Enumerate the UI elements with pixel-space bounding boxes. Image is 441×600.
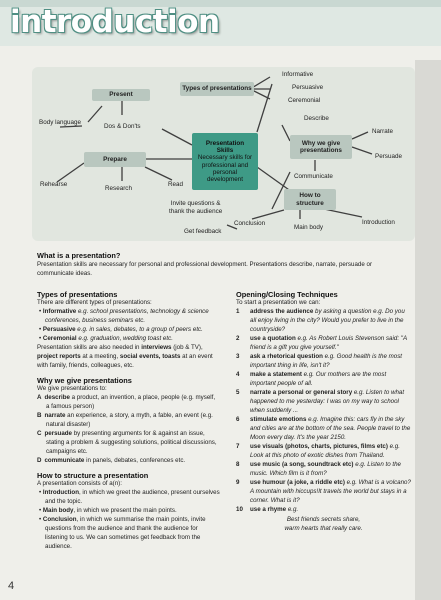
why-item-letter: B bbox=[37, 411, 42, 419]
node-why-we-give-presentations bbox=[290, 135, 352, 159]
heading-why-we-give-presentations: Why we give presentations bbox=[37, 375, 132, 385]
how-list-item bbox=[37, 507, 220, 516]
text-what-is-a-presentation: Presentation skills are necessary for personal and professional development. Presentations describe, narrate, persuade or communicate ideas. bbox=[37, 261, 372, 277]
label-rehearse: Rehearse bbox=[40, 181, 68, 188]
label-persuade: Persuade bbox=[375, 153, 402, 160]
invite-line-1: Invite questions & bbox=[170, 200, 221, 207]
technique-name: stimulate emotions bbox=[250, 415, 307, 423]
rhyme bbox=[236, 516, 411, 534]
technique-item bbox=[236, 443, 411, 461]
why-line-2: presentations bbox=[300, 147, 342, 154]
technique-number: 9 bbox=[236, 478, 240, 486]
heading-types-of-presentations: Types of presentations bbox=[37, 290, 118, 299]
why-item-text: in panels, debates, conferences etc. bbox=[84, 456, 186, 464]
label-introduction: Introduction bbox=[362, 219, 395, 226]
heading-opening-closing-techniques: Opening/Closing Techniques bbox=[236, 290, 338, 299]
bullet-icon: • bbox=[39, 506, 43, 514]
label-main-body: Main body bbox=[294, 224, 324, 231]
types-item-examples: e.g. school presentations, technology & science conferences, business seminars etc. bbox=[45, 307, 209, 324]
rhyme-line-2: warm hearts that really care. bbox=[284, 524, 363, 532]
technique-number: 5 bbox=[236, 388, 240, 396]
technique-number: 6 bbox=[236, 415, 240, 423]
technique-example: e.g. Listen to the music. Which film is it from? bbox=[250, 460, 401, 477]
types-outro-part: (job & TV), bbox=[171, 343, 203, 351]
why-item-letter: A bbox=[37, 393, 42, 401]
label-persuasive: Persuasive bbox=[292, 84, 324, 91]
center-line-6: development bbox=[206, 175, 244, 183]
types-item-name: Persuasive bbox=[42, 325, 76, 333]
technique-example: e.g. Listen to what happened to me yesterday: I was on my way to school when suddenly ... bbox=[250, 388, 405, 414]
technique-item bbox=[236, 308, 411, 335]
label-informative: Informative bbox=[282, 71, 314, 78]
technique-name: narrate a personal or general story bbox=[250, 388, 353, 396]
types-list-item bbox=[37, 308, 220, 326]
why-item-text: a product, an invention, a place, people (e.g. myself, a famous person) bbox=[46, 393, 216, 410]
page-title: introduction bbox=[10, 4, 220, 40]
center-line-4: professional and bbox=[201, 161, 249, 169]
technique-number: 2 bbox=[236, 334, 240, 342]
types-outro-part: Presentation skills are also needed in bbox=[37, 343, 142, 351]
node-how-to-structure bbox=[284, 189, 336, 210]
types-intro: There are different types of presentations: bbox=[37, 299, 152, 306]
heading-how-to-structure: How to structure a presentation bbox=[37, 470, 149, 480]
technique-example: e.g. What is a volcano? A mountain with hiccups!It travels the world but stays in a corner. What is it? bbox=[250, 478, 411, 504]
technique-number: 7 bbox=[236, 442, 240, 450]
technique-example: e.g. Good health is the most important thing in life, isn't it? bbox=[250, 352, 403, 369]
types-outro-bold: social events, toasts bbox=[119, 352, 181, 360]
types-item-examples: e.g. graduation, wedding toast etc. bbox=[76, 334, 173, 342]
why-list bbox=[37, 394, 220, 466]
how-item-text: , in which we present the main points. bbox=[73, 506, 177, 514]
types-item-name: Ceremonial bbox=[42, 334, 77, 342]
types-outro-part: at an event with family, friends, colleagues, etc. bbox=[37, 352, 213, 369]
technique-example: by asking a question e.g. Do you all enjoy living in the city? Would you prefer to live in the countryside? bbox=[250, 307, 405, 333]
technique-number: 8 bbox=[236, 460, 240, 468]
bullet-icon: • bbox=[39, 334, 43, 342]
center-line-5: personal bbox=[212, 168, 238, 176]
how-list-item bbox=[37, 516, 220, 552]
structure-line-1: How to bbox=[299, 192, 321, 200]
label-research: Research bbox=[105, 185, 132, 192]
why-list-item bbox=[37, 412, 220, 430]
node-present: Present bbox=[92, 89, 150, 101]
technique-name: use music (a song, soundtrack etc) bbox=[250, 460, 354, 468]
technique-number: 1 bbox=[236, 307, 240, 315]
mind-map-diagram bbox=[32, 67, 415, 241]
heading-what-is-a-presentation: What is a presentation? bbox=[37, 251, 121, 260]
why-list-item bbox=[37, 394, 220, 412]
how-list bbox=[37, 489, 220, 552]
how-item-text: , in which we summarise the main points, invite questions from the audience and thank the audience for listening to us. We can sometimes get feedback from the audience. bbox=[45, 515, 206, 550]
bullet-icon: • bbox=[39, 307, 43, 315]
why-item-letter: D bbox=[37, 456, 42, 464]
types-outro-part: at a meeting, bbox=[80, 352, 120, 360]
technique-example: e.g. Our mothers are the most important people of all. bbox=[250, 370, 387, 387]
technique-item bbox=[236, 461, 411, 479]
rhyme-line-1: Best friends secrets share, bbox=[286, 515, 361, 523]
why-item-verb: narrate bbox=[44, 411, 66, 419]
node-types-of-presentations: Types of presentations bbox=[180, 82, 254, 96]
technique-example: e.g. Imagine this: cars fly in the sky and cities are at the bottom of the sea. People travel to the Moon every day. It's the year 2150. bbox=[250, 415, 411, 441]
technique-example: e.g. bbox=[286, 505, 299, 513]
technique-number: 4 bbox=[236, 370, 240, 378]
why-item-text: by presenting arguments for & against an issue, stating a problem & suggesting solutions, political discussions, campaigns etc. bbox=[46, 429, 217, 455]
techniques-list bbox=[236, 308, 411, 515]
how-item-part: Introduction bbox=[42, 488, 79, 496]
technique-name: use a quotation bbox=[250, 334, 296, 342]
label-narrate: Narrate bbox=[372, 128, 393, 135]
technique-example: e.g. As Robert Louis Stevenson said: "A friend is a gift you give yourself." bbox=[250, 334, 407, 351]
types-list bbox=[37, 308, 220, 344]
structure-line-2: structure bbox=[296, 199, 324, 207]
why-item-verb: communicate bbox=[44, 456, 85, 464]
technique-number: 10 bbox=[236, 505, 243, 513]
page-number: 4 bbox=[8, 580, 15, 592]
technique-item bbox=[236, 371, 411, 389]
node-prepare: Prepare bbox=[84, 152, 146, 167]
technique-name: use a rhyme bbox=[250, 505, 287, 513]
bullet-icon: • bbox=[39, 325, 43, 333]
why-list-item bbox=[37, 430, 220, 457]
label-communicate: Communicate bbox=[294, 173, 333, 180]
page-fold-shadow bbox=[415, 60, 441, 600]
how-item-text: , in which we greet the audience, present ourselves and the topic. bbox=[45, 488, 220, 505]
technique-name: address the audience bbox=[250, 307, 314, 315]
technique-item bbox=[236, 335, 411, 353]
types-item-name: Informative bbox=[42, 307, 77, 315]
label-dos-donts: Dos & Don'ts bbox=[104, 123, 141, 130]
label-invite-questions bbox=[169, 200, 222, 216]
technique-item bbox=[236, 389, 411, 416]
types-outro-bold: project reports bbox=[37, 352, 81, 360]
how-list-item bbox=[37, 489, 220, 507]
center-line-1: Presentation bbox=[205, 139, 245, 147]
why-list-item bbox=[37, 457, 220, 466]
technique-example: e.g. Look at this photo of exotic dishes from Thailand. bbox=[250, 442, 400, 459]
label-conclusion: Conclusion bbox=[234, 220, 266, 227]
why-item-text: an experience, a story, a myth, a fable, an event (e.g. natural disaster) bbox=[46, 411, 213, 428]
label-ceremonial: Ceremonial bbox=[288, 97, 321, 104]
how-intro: A presentation consists of a(n): bbox=[37, 479, 122, 487]
invite-line-2: thank the audience bbox=[169, 208, 223, 216]
technique-item bbox=[236, 353, 411, 371]
label-body-language: Body language bbox=[39, 119, 82, 126]
label-get-feedback: Get feedback bbox=[184, 228, 222, 235]
types-outro bbox=[37, 344, 220, 371]
technique-item bbox=[236, 506, 411, 515]
center-line-2: Skills bbox=[216, 147, 234, 155]
types-list-item bbox=[37, 326, 220, 335]
how-item-part: Conclusion bbox=[42, 515, 77, 523]
bullet-icon: • bbox=[39, 515, 43, 523]
label-read: Read bbox=[168, 181, 184, 188]
types-item-examples: e.g. in sales, debates, to a group of peers etc. bbox=[75, 325, 203, 333]
right-column bbox=[236, 290, 411, 534]
technique-name: make a statement bbox=[250, 370, 302, 378]
technique-name: use visuals (photos, charts, pictures, films etc) bbox=[250, 442, 388, 450]
why-item-letter: C bbox=[37, 429, 42, 437]
techniques-intro: To start a presentation we can: bbox=[236, 299, 321, 306]
why-item-verb: describe bbox=[44, 393, 70, 401]
left-column bbox=[37, 290, 220, 552]
node-presentation-skills bbox=[192, 133, 258, 190]
types-outro-bold: interviews bbox=[141, 343, 172, 351]
types-list-item bbox=[37, 335, 220, 344]
technique-name: use humour (a joke, a riddle etc) bbox=[250, 478, 345, 486]
technique-item bbox=[236, 479, 411, 506]
technique-name: ask a rhetorical question bbox=[250, 352, 323, 360]
why-intro: We give presentations to: bbox=[37, 384, 107, 392]
bullet-icon: • bbox=[39, 488, 43, 496]
technique-number: 3 bbox=[236, 352, 240, 360]
why-item-verb: persuade bbox=[44, 429, 72, 437]
label-describe: Describe bbox=[304, 115, 329, 122]
why-line-1: Why we give bbox=[301, 139, 341, 147]
technique-item bbox=[236, 416, 411, 443]
center-line-3: Necessary skills for bbox=[197, 154, 253, 162]
how-item-part: Main body bbox=[42, 506, 74, 514]
